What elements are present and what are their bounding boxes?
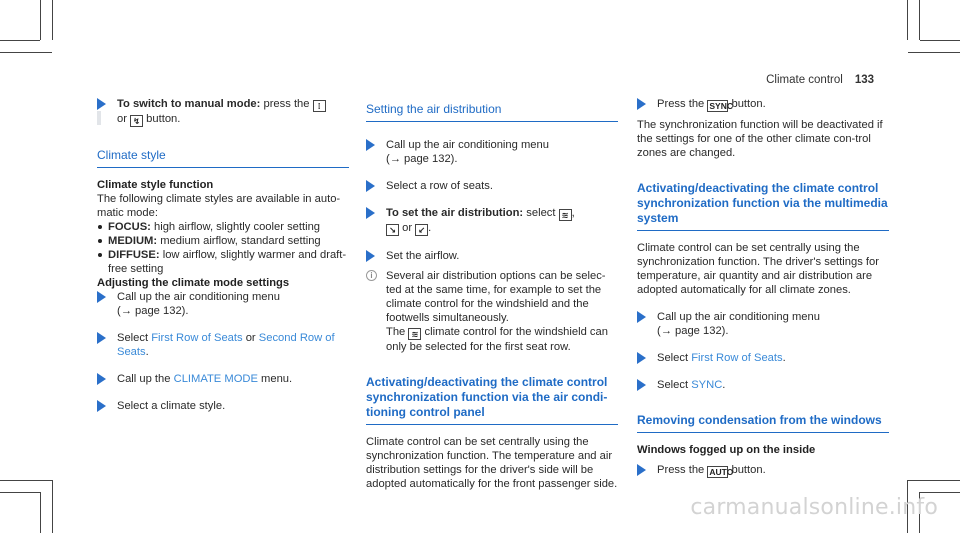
step-arrow-icon <box>366 180 375 192</box>
list-item: MEDIUM: medium airflow, standard setting <box>97 234 349 248</box>
instruction-step: Press the SYNC button. <box>637 97 889 112</box>
instruction-step: Select a climate style. <box>97 399 349 413</box>
page-reference-link[interactable]: (→ page 132). <box>117 305 189 317</box>
section-heading: Activating/deactivating the climate control synchronization function via the multimedia system <box>637 181 889 231</box>
column-left <box>97 97 349 413</box>
page-header <box>766 73 874 87</box>
step-arrow-icon <box>97 373 106 385</box>
step-button-word: button. <box>146 113 181 125</box>
crop-mark <box>40 492 41 533</box>
footwell-icon: ↙ <box>415 224 428 236</box>
crop-mark <box>908 52 960 53</box>
sub-heading: Adjusting the climate mode settings <box>97 277 290 289</box>
list-item: DIFFUSE: low airflow, slightly warmer and draft-free setting <box>97 248 349 276</box>
crop-mark <box>0 492 40 493</box>
crop-mark <box>0 52 52 53</box>
crop-mark <box>40 0 41 40</box>
crop-mark <box>0 40 40 41</box>
crop-mark <box>920 492 960 493</box>
sync-link[interactable]: SYNC <box>691 379 723 391</box>
step-arrow-icon <box>366 250 375 262</box>
crop-mark <box>0 480 52 481</box>
instruction-step: To set the air distribution: select ≋ , ↘ or ↙ . <box>366 206 618 236</box>
step-arrow-icon <box>97 291 106 303</box>
step-arrow-icon <box>97 400 106 412</box>
info-icon: i <box>366 270 377 281</box>
upper-body-icon: ↘ <box>386 224 399 236</box>
section-heading: Setting the air distribution <box>366 102 618 122</box>
first-row-link[interactable]: First Row of Seats <box>151 332 243 344</box>
crop-mark <box>908 480 960 481</box>
auto-button-icon: AUTO <box>709 467 734 477</box>
step-title: To switch to manual mode: <box>117 98 261 110</box>
crop-mark <box>52 0 53 40</box>
crop-mark <box>907 0 908 40</box>
windshield-footwell-icon: ≋ <box>408 328 421 340</box>
step-arrow-icon <box>637 311 646 323</box>
instruction-step: Select First Row of Seats. <box>637 351 889 365</box>
step-or: or <box>117 113 127 125</box>
info-note: i Several air distribution options can be selec-ted at the same time, for example to set the climate control for the windshield and the footwells simultaneously. The ≋ climate control for the windshield can only be selected for the first seat row. <box>366 269 618 354</box>
crop-mark <box>52 480 53 533</box>
instruction-step: Press the AUTO button. <box>637 463 889 478</box>
column-right <box>637 97 889 478</box>
sub-heading: Climate style function <box>97 179 214 191</box>
crop-mark <box>919 0 920 40</box>
step-arrow-icon <box>637 98 646 110</box>
page-reference-link[interactable]: (→ page 132). <box>657 325 729 337</box>
manual-mode-icon: ⁞ <box>313 100 326 112</box>
step-arrow-icon <box>637 464 646 476</box>
step-arrow-icon <box>97 98 106 110</box>
airflow-icon: ↯ <box>130 115 143 127</box>
instruction-step: Call up the air conditioning menu (→ page 132). <box>366 138 618 166</box>
header-title: Climate control <box>766 74 843 86</box>
page-number: 133 <box>854 74 874 86</box>
instruction-step: Call up the air conditioning menu (→ page 132). <box>97 290 349 318</box>
step-arrow-icon <box>366 207 375 219</box>
paragraph: The following climate styles are available in auto-matic mode: <box>97 193 341 219</box>
windshield-footwell-icon: ≋ <box>559 209 572 221</box>
first-row-link[interactable]: First Row of Seats <box>691 352 783 364</box>
instruction-step: Call up the CLIMATE MODE menu. <box>97 372 349 386</box>
step-text: press the <box>263 98 310 110</box>
list-item: FOCUS: high airflow, slightly cooler setting <box>97 220 349 234</box>
section-heading: Activating/deactivating the climate control synchronization function via the air condi-tioning control panel <box>366 375 618 425</box>
sync-button-icon: SYNC <box>709 101 733 111</box>
paragraph: Climate control can be set centrally using the synchronization function. The temperature and air distribution settings for the driver's side will be adopted automatically for the front passenger side. <box>366 436 618 490</box>
crop-mark <box>920 40 960 41</box>
second-row-link[interactable]: Second Row of Seats <box>117 332 335 358</box>
section-heading: Climate style <box>97 148 349 168</box>
page-reference-link[interactable]: (→ page 132). <box>386 153 458 165</box>
paragraph: The synchronization function will be deactivated if the settings for one of the other climate con-trol zones are changed. <box>637 119 883 159</box>
instruction-step: Select a row of seats. <box>366 179 618 193</box>
instruction-step: Select SYNC. <box>637 378 889 392</box>
instruction-step: Set the airflow. <box>366 249 618 263</box>
step-arrow-icon <box>637 379 646 391</box>
sub-heading: Windows fogged up on the inside <box>637 444 816 456</box>
column-middle <box>366 102 618 491</box>
section-heading: Removing condensation from the windows <box>637 413 889 433</box>
step-bar <box>97 111 101 125</box>
instruction-step: Call up the air conditioning menu (→ page 132). <box>637 310 889 338</box>
paragraph: Climate control can be set centrally using the synchronization function. The driver's settings for temperature, air quantity and air distribution are adopted automatically for all climate zones. <box>637 242 879 296</box>
step-arrow-icon <box>97 332 106 344</box>
step-arrow-icon <box>637 352 646 364</box>
watermark: carmanualsonline.info <box>690 495 938 520</box>
instruction-step <box>97 97 349 127</box>
step-arrow-icon <box>366 139 375 151</box>
instruction-step: Select First Row of Seats or Second Row of Seats. <box>97 331 349 359</box>
climate-mode-link[interactable]: CLIMATE MODE <box>173 373 258 385</box>
